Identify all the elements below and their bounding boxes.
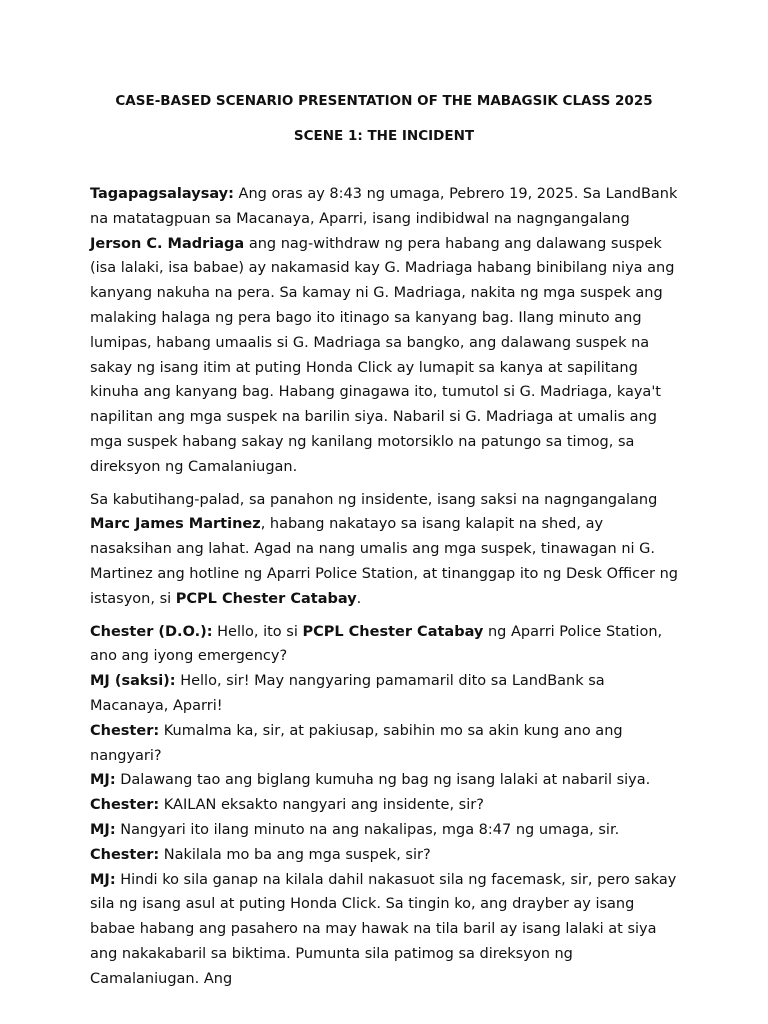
narration-text: ang nag-withdraw ng pera habang ang dalawang suspek (isa lalaki, isa babae) ay nakamasid kay G. Madriaga habang binibilang niya ang kanyang nakuha na pera. Sa kamay ni G. Madriaga, nakita ng mga suspek ang malaking halaga ng pera bago ito itinago sa kanyang bag. Ilang minuto ang lumipas, habang umaalis si G. Madriaga sa bangko, ang dalawang suspek na sakay ng isang itim at puting Honda Click ay lumapit sa kanya at sapilitang kinuha ang kanyang bag. Habang ginagawa ito, tumutol si G. Madriaga, kaya't napilitan ang mga suspek na barilin siya. Nabaril si G. Madriaga at umalis ang mga suspek habang sakay ng kanilang motorsiklo na patungo sa timog, sa direksyon ng Camalaniugan. [90,235,675,475]
dialogue-text: ng Aparri Police Station, ano ang iyong emergency? [90,623,663,665]
speaker-label: MJ: [90,821,116,838]
speaker-label: MJ: [90,871,116,888]
dialogue-line [90,843,680,868]
scene-heading: SCENE 1: THE INCIDENT [293,128,475,144]
narration-text: Ang oras ay 8:43 ng umaga, Pebrero 19, 2025. Sa LandBank na matatagpuan sa Macanaya, Aparri, isang indibidwal na nagngangalang [90,186,678,227]
witness-paragraph [90,488,680,612]
dialogue-bold: PCPL Chester Catabay [302,623,484,640]
speaker-label: Chester: [90,846,160,863]
dialogue-text: Dalawang tao ang biglang kumuha ng bag ng isang lalaki at nabaril siya. [115,772,651,789]
dialogue-text: KAILAN eksakto nangyari ang insidente, sir? [159,797,484,814]
dialogue-line [90,868,680,992]
desk-officer-name: PCPL Chester Catabay [175,590,357,607]
dialogue-text: Hello, ito si [212,623,303,640]
dialogue-line [90,719,680,769]
paragraph-text: Sa kabutihang-palad, sa panahon ng insidente, isang saksi na nagngangalang [90,491,658,508]
dialogue-text: Kumalma ka, sir, at pakiusap, sabihin mo sa akin kung ano ang nangyari? [90,722,623,764]
speaker-label: MJ (saksi): [90,673,176,690]
speaker-label: MJ: [90,772,116,789]
dialogue-text: Nangyari ito ilang minuto na ang nakalipas, mga 8:47 ng umaga, sir. [115,821,620,838]
speaker-label: Chester (D.O.): [90,623,213,640]
dialogue-text: Nakilala mo ba ang mga suspek, sir? [159,846,431,863]
dialogue-line [90,818,680,843]
document-title: CASE-BASED SCENARIO PRESENTATION OF THE MABAGSIK CLASS 2025 [115,93,653,109]
dialogue-line [90,768,680,793]
dialogue-line [90,620,680,670]
speaker-label: Chester: [90,797,160,814]
document-body [90,182,680,992]
victim-name: Jerson C. Madriaga [90,235,245,252]
dialogue-line [90,793,680,818]
dialogue-text: Hello, sir! May nangyaring pamamaril dito sa LandBank sa Macanaya, Aparri! [90,673,605,714]
witness-name: Marc James Martinez [90,516,261,533]
paragraph-text: . [356,590,362,607]
narrator-label: Tagapagsalaysay: [90,186,234,202]
speaker-label: Chester: [90,722,160,739]
narration-paragraph [90,182,680,480]
dialogue-text: Hindi ko sila ganap na kilala dahil nakasuot sila ng facemask, sir, pero sakay sila ng isang asul at puting Honda Click. Sa tingin ko, ang drayber ay isang babae habang ang pasahero na may hawak na tila baril ay isang lalaki at siya ang nakakabaril sa biktima. Pumunta sila patimog sa direksyon ng Camalaniugan. Ang [90,871,677,987]
dialogue-line [90,669,680,719]
paragraph-text: , habang nakatayo sa isang kalapit na shed, ay nasaksihan ang lahat. Agad na nang umalis ang mga suspek, tinawagan ni G. Martinez ang hotline ng Aparri Police Station, at tinanggap ito ng Desk Officer ng istasyon, si [90,516,678,607]
